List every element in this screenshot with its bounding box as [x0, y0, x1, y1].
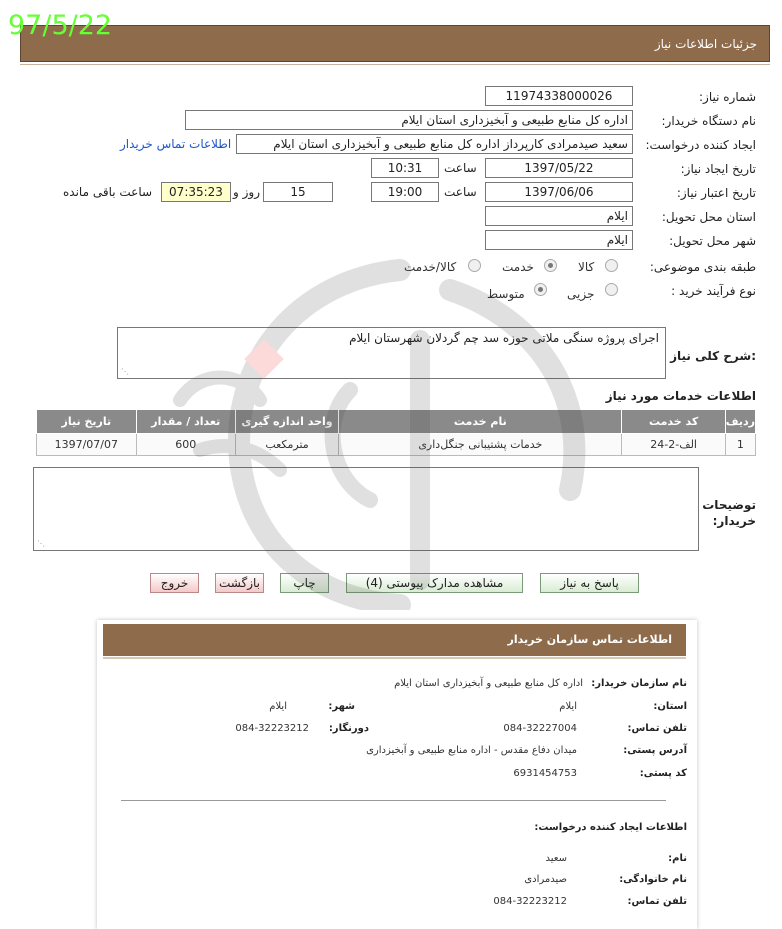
postal-value: 6931454753	[513, 768, 577, 779]
back-button[interactable]: بازگشت	[215, 573, 264, 593]
created-time-field[interactable]: 10:31	[371, 158, 439, 178]
contact-card-divider	[103, 657, 686, 659]
category-goods-label: کالا	[578, 260, 595, 274]
days-label: روز و	[233, 185, 260, 199]
resize-grip-icon[interactable]: ⋰	[121, 367, 129, 376]
card-separator	[121, 800, 666, 801]
phone-value: 084-32227004	[503, 723, 577, 734]
col-unit: واحد اندازه گیری	[235, 410, 338, 434]
contact-province-value: ایلام	[559, 701, 577, 712]
col-date: تاریخ نیاز	[37, 410, 137, 434]
contact-card	[97, 620, 697, 929]
province-field[interactable]: ایلام	[485, 206, 633, 226]
exit-button[interactable]: خروج	[150, 573, 199, 593]
phone-label: تلفن تماس:	[627, 723, 687, 734]
created-time-label: ساعت	[444, 161, 477, 175]
category-service-label: خدمت	[502, 260, 534, 274]
fax-label: دورنگار:	[328, 723, 369, 734]
contact-card-header	[103, 624, 686, 656]
deadline-label: تاریخ اعتبار نیاز:	[676, 186, 756, 200]
fax-value: 084-32223212	[235, 723, 309, 734]
buyer-org-label: نام دستگاه خریدار:	[661, 114, 756, 128]
description-label: شرح کلی نیاز:	[670, 349, 756, 363]
address-value: میدان دفاع مقدس - اداره منابع طبیعی و آبخیزداری	[366, 745, 577, 756]
col-name: نام خدمت	[339, 410, 622, 434]
reply-button[interactable]: پاسخ به نیاز	[540, 573, 639, 593]
deadline-date-field[interactable]: 1397/06/06	[485, 182, 633, 202]
buyer-org-field[interactable]: اداره کل منابع طبیعی و آبخیزداری استان ایلام	[185, 110, 633, 130]
process-minor-label: جزیی	[567, 287, 595, 301]
remaining-label: ساعت باقی مانده	[63, 185, 153, 199]
cell-name: خدمات پشتیبانی جنگل‌داری	[339, 434, 622, 456]
process-minor-radio[interactable]	[605, 283, 618, 296]
contact-city-value: ایلام	[269, 701, 287, 712]
col-code: کد خدمت	[622, 410, 725, 434]
col-qty: تعداد / مقدار	[136, 410, 235, 434]
contact-card-title: اطلاعات تماس سازمان خریدار	[507, 633, 672, 646]
creator-phone-value: 084-32223212	[493, 896, 567, 907]
city-label: شهر محل تحویل:	[669, 234, 756, 248]
first-name-value: سعید	[545, 853, 567, 864]
category-both-radio[interactable]	[468, 259, 481, 272]
creator-title: اطلاعات ایجاد کننده درخواست:	[534, 822, 687, 833]
page-header	[20, 25, 770, 62]
description-textarea[interactable]	[117, 327, 666, 379]
address-label: آدرس پستی:	[623, 745, 687, 756]
print-button[interactable]: چاپ	[280, 573, 329, 593]
creator-phone-label: تلفن تماس:	[627, 896, 687, 907]
org-value: اداره کل منابع طبیعی و آبخیزداری استان ایلام	[394, 678, 583, 689]
requester-label: ایجاد کننده درخواست:	[645, 138, 756, 152]
cell-qty: 600	[136, 434, 235, 456]
city-field[interactable]: ایلام	[485, 230, 633, 250]
header-divider	[20, 64, 770, 65]
need-number-label: شماره نیاز:	[699, 90, 756, 104]
created-date-label: تاریخ ایجاد نیاز:	[680, 162, 756, 176]
cell-code: الف-2-24	[622, 434, 725, 456]
services-header-row	[37, 410, 756, 434]
contact-province-label: استان:	[653, 701, 687, 712]
buyer-contact-link[interactable]: اطلاعات تماس خریدار	[120, 137, 232, 151]
services-table	[36, 409, 756, 456]
province-label: استان محل تحویل:	[661, 210, 756, 224]
category-service-radio[interactable]	[544, 259, 557, 272]
page-title: جزئیات اطلاعات نیاز	[654, 37, 757, 51]
services-title: اطلاعات خدمات مورد نیاز	[605, 389, 756, 403]
process-medium-radio[interactable]	[534, 283, 547, 296]
buyer-notes-label: توضیحات خریدار:	[702, 498, 756, 528]
cell-unit: مترمکعب	[235, 434, 338, 456]
remaining-time-field: 07:35:23	[161, 182, 231, 202]
cell-row: 1	[725, 434, 755, 456]
category-both-label: کالا/خدمت	[404, 260, 457, 274]
days-field[interactable]: 15	[263, 182, 333, 202]
category-label: طبقه بندی موضوعی:	[649, 260, 756, 274]
date-stamp: 97/5/22	[8, 10, 113, 41]
category-goods-radio[interactable]	[605, 259, 618, 272]
postal-label: کد پستی:	[639, 768, 687, 779]
created-date-field[interactable]: 1397/05/22	[485, 158, 633, 178]
buyer-notes-textarea[interactable]	[33, 467, 699, 551]
process-medium-label: متوسط	[487, 287, 525, 301]
deadline-time-label: ساعت	[444, 185, 477, 199]
last-name-label: نام خانوادگی:	[619, 874, 687, 885]
cell-date: 1397/07/07	[37, 434, 137, 456]
description-text: اجرای پروژه سنگی ملاتی حوزه سد چم گردلان شهرستان ایلام	[349, 331, 659, 345]
col-row: ردیف	[725, 410, 755, 434]
process-label: نوع فرآیند خرید :	[671, 284, 756, 298]
last-name-value: صیدمرادی	[524, 874, 567, 885]
requester-field[interactable]: سعید صیدمرادی کارپرداز اداره کل منابع طبیعی و آبخیزداری استان ایلام	[236, 134, 633, 154]
org-label: نام سازمان خریدار:	[591, 678, 687, 689]
deadline-time-field[interactable]: 19:00	[371, 182, 439, 202]
first-name-label: نام:	[668, 853, 687, 864]
table-row	[37, 434, 756, 456]
contact-city-label: شهر:	[328, 701, 355, 712]
attachments-button[interactable]: مشاهده مدارک پیوستی (4)	[346, 573, 523, 593]
resize-grip-icon[interactable]: ⋰	[37, 539, 45, 548]
need-number-field[interactable]: 11974338000026	[485, 86, 633, 106]
